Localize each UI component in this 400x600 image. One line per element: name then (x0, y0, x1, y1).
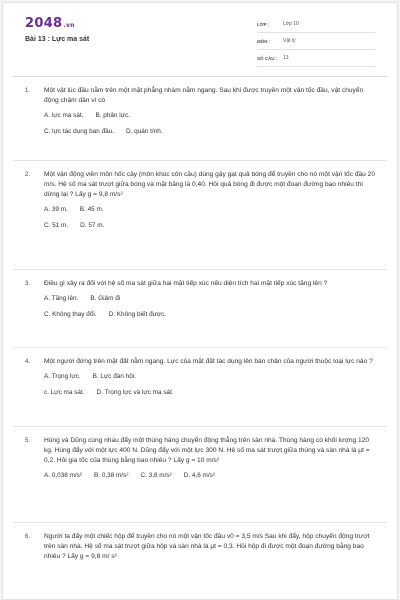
meta-value: 13 (283, 55, 289, 61)
meta-value: Lớp 10 (283, 21, 299, 27)
answer-option[interactable]: D. Trọng lực và lực ma sát. (96, 389, 174, 396)
question-item (13, 77, 387, 161)
option-row (44, 221, 387, 231)
answer-option[interactable]: D. 57 m. (80, 222, 105, 229)
logo-main: 2048 (25, 16, 63, 31)
question-text: Người ta đẩy một chiếc hộp để truyền cho nó một vận tốc đầu v0 = 3,5 m/s Sau khi đẩy, hộp chuyển động trượt trên sàn nhà. Hệ số ma sát trượt giữa hộp và sàn nhà là μt = 0,3. Hỏi hộp đi được một đoạn đường bằng bao nhiêu ? Lấy g = 9,8 m/ s² (44, 533, 370, 560)
question-number: 6. (25, 534, 31, 540)
meta-row-class (257, 16, 375, 33)
answer-options (44, 471, 387, 481)
logo-suffix: .vn (63, 22, 75, 29)
question-item (13, 270, 387, 348)
answer-option[interactable]: D. quán tính. (126, 128, 163, 135)
option-row (44, 294, 387, 304)
answer-option[interactable]: D. 4,6 m/s² (183, 472, 215, 479)
answer-options (44, 111, 387, 137)
question-number: 5. (25, 438, 31, 444)
option-row (44, 111, 387, 121)
answer-options (44, 372, 387, 398)
question-number: 4. (25, 359, 31, 365)
option-row (44, 388, 387, 398)
site-logo[interactable] (25, 16, 75, 31)
meta-label: MÔN : (257, 38, 271, 44)
meta-info (257, 16, 375, 67)
worksheet-page (2, 2, 398, 600)
answer-option[interactable]: C. lực tác dụng ban đầu. (44, 128, 115, 135)
answer-option[interactable]: B. Lực đàn hồi. (92, 373, 136, 380)
answer-option[interactable]: B. Giảm đi (90, 295, 121, 302)
question-number: 2. (25, 172, 31, 178)
question-item (13, 523, 387, 600)
option-row (44, 310, 387, 320)
answer-option[interactable]: A. lực ma sát. (44, 112, 84, 119)
question-text: Một vận động viên môn hốc cây (môn khúc côn cầu) dùng gậy gạt quả bóng để truyền cho nó một vận tốc đầu 20 m/s. Hệ số ma sát trượt giữa bóng và mặt băng là 0,40. Hỏi quả bóng đi được một đoạn đường bao nhiêu thì dừng lại ? Lấy g = 9,8 m/s² (44, 171, 375, 198)
answer-option[interactable]: C. Không thay đổi. (44, 311, 97, 318)
answer-option[interactable]: c. Lực ma sát. (44, 389, 85, 396)
meta-row-count (257, 50, 375, 67)
meta-value: Vật lý (283, 38, 296, 44)
question-text: Điều gì xảy ra đối với hệ số ma sát giữa hai mặt tiếp xúc nếu diện tích hai mặt tiếp xúc tăng lên ? (44, 280, 328, 287)
answer-option[interactable]: D. Không biết được. (108, 311, 167, 318)
lesson-title: Bài 13 : Lực ma sát (25, 36, 90, 43)
answer-option[interactable]: A. 39 m. (44, 206, 68, 213)
worksheet-header (3, 3, 397, 75)
question-list (3, 77, 397, 600)
question-text: Hùng và Dũng cùng nhau đẩy một thùng hàng chuyển động thẳng trên sàn nhà. Thùng hàng có khối lượng 120 kg. Hùng đẩy với một lực 400 N. Dũng đẩy với một lực 300 N. Hệ số ma sát trượt giữa thùng và sàn nhà là μt = 0,2. Hỏi gia tốc của thùng bằng bao nhiêu ? Lấy g = 10 m/s² (44, 437, 370, 464)
question-item (13, 348, 387, 427)
answer-option[interactable]: B. 45 m. (79, 206, 104, 213)
answer-option[interactable]: B. phản lực. (95, 112, 130, 119)
question-number: 1. (25, 88, 31, 94)
option-row (44, 127, 387, 137)
question-text: Một vật lúc đầu nằm trên một mặt phẳng nhám nằm ngang. Sau khi được truyền một vận tốc đầu, vật chuyển động chậm dần vì có (44, 87, 364, 104)
meta-label: SỐ CÂU : (257, 55, 278, 61)
meta-row-subject (257, 33, 375, 50)
option-row (44, 372, 387, 382)
answer-options (44, 294, 387, 320)
option-row (44, 205, 387, 215)
answer-option[interactable]: C. 3,8 m/s² (140, 472, 172, 479)
question-item (13, 427, 387, 523)
question-item (13, 161, 387, 270)
question-number: 3. (25, 281, 31, 287)
answer-option[interactable]: A. 0,038 m/s² (44, 472, 83, 479)
answer-option[interactable]: B. 0,38 m/s² (94, 472, 129, 479)
option-row (44, 471, 387, 481)
meta-label: LỚP : (257, 21, 270, 27)
question-text: Một người đứng trên mặt đất nằm ngang. Lực của mặt đất tác dụng lên bàn chân của người thuộc loại lực nào ? (44, 358, 373, 365)
answer-option[interactable]: A. Tăng lên. (44, 295, 79, 302)
answer-options (44, 205, 387, 231)
answer-option[interactable]: A. Trọng lực. (44, 373, 81, 380)
answer-option[interactable]: C. 51 m. (44, 222, 69, 229)
